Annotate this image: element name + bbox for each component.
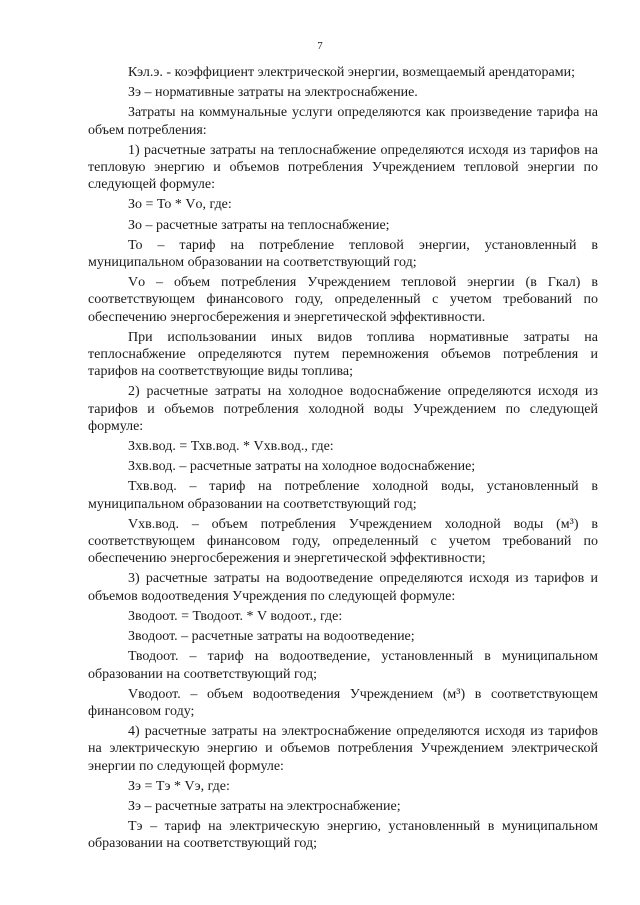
formula: Зхв.вод. = Тхв.вод. * Vхв.вод., где: xyxy=(128,439,334,455)
paragraph: Тхв.вод. – тариф на потребление холодной воды, установленный в муниципальном образовании на соответствующий год; xyxy=(88,479,598,512)
formula: Зо = То * Vо, где: xyxy=(128,197,232,213)
paragraph: То – тариф на потребление тепловой энергии, установленный в муниципальном образовании на соответствующий год; xyxy=(88,237,598,271)
paragraph: Тводоот. – тариф на водоотведение, установленный в муниципальном образовании на соответствующий год; xyxy=(88,649,598,682)
paragraph: Vводоот. – объем водоотведения Учреждением (м³) в соответствующем финансовом году; xyxy=(88,686,598,719)
paragraph: Затраты на коммунальные услуги определяются как произведение тарифа на объем потребления: xyxy=(88,105,598,138)
paragraph: При использовании иных видов топлива нормативные затраты на теплоснабжение определяются путем перемножения объемов потребления и тарифов на соответствующие виды топлива; xyxy=(88,329,598,380)
paragraph: 4) расчетные затраты на электроснабжение определяются исходя из тарифов на электрическую энергию и объемов потребления Учреждением электрической энергии по следующей формуле: xyxy=(88,724,598,774)
page-number: 7 xyxy=(317,40,323,52)
paragraph: Кэл.э. - коэффициент электрической энергии, возмещаемый арендаторами; xyxy=(128,65,575,80)
formula: Зводоот. = Тводоот. * V водоот., где: xyxy=(128,608,343,624)
paragraph: Vхв.вод. – объем потребления Учреждением холодной воды (м³) в соответствующем финансовом году, определенный с учетом требований по обеспечению энергосбережения и энергетической эффективности; xyxy=(88,516,598,567)
paragraph: Зхв.вод. – расчетные затраты на холодное водоснабжение; xyxy=(128,459,476,475)
formula: Зэ = Тэ * Vэ, где: xyxy=(128,778,230,794)
paragraph: 3) расчетные затраты на водоотведение определяются исходя из тарифов и объемов водоотведения Учреждения по следующей формуле: xyxy=(88,571,598,604)
paragraph: 2) расчетные затраты на холодное водоснабжение определяются исходя из тарифов и объемов потребления холодной воды Учреждением по следующей формуле: xyxy=(88,384,598,434)
document-body xyxy=(88,64,598,853)
paragraph: Зэ – нормативные затраты на электроснабжение. xyxy=(128,85,418,101)
paragraph: 1) расчетные затраты на теплоснабжение определяются исходя из тарифов на тепловую энергию и объемов потребления Учреждением тепловой энергии по следующей формуле: xyxy=(88,142,598,193)
paragraph: Тэ – тариф на электрическую энергию, установленный в муниципальном образовании на соответствующий год; xyxy=(88,819,598,852)
paragraph: Зо – расчетные затраты на теплоснабжение; xyxy=(128,217,390,233)
paragraph: Зэ – расчетные затраты на электроснабжение; xyxy=(128,798,401,814)
paragraph: Vо – объем потребления Учреждением тепловой энергии (в Гкал) в соответствующем финансового году, определенный с учетом требований по обеспечению энергосбережения и энергетической эффективности. xyxy=(88,275,598,325)
paragraph: Зводоот. – расчетные затраты на водоотведение; xyxy=(128,629,415,645)
